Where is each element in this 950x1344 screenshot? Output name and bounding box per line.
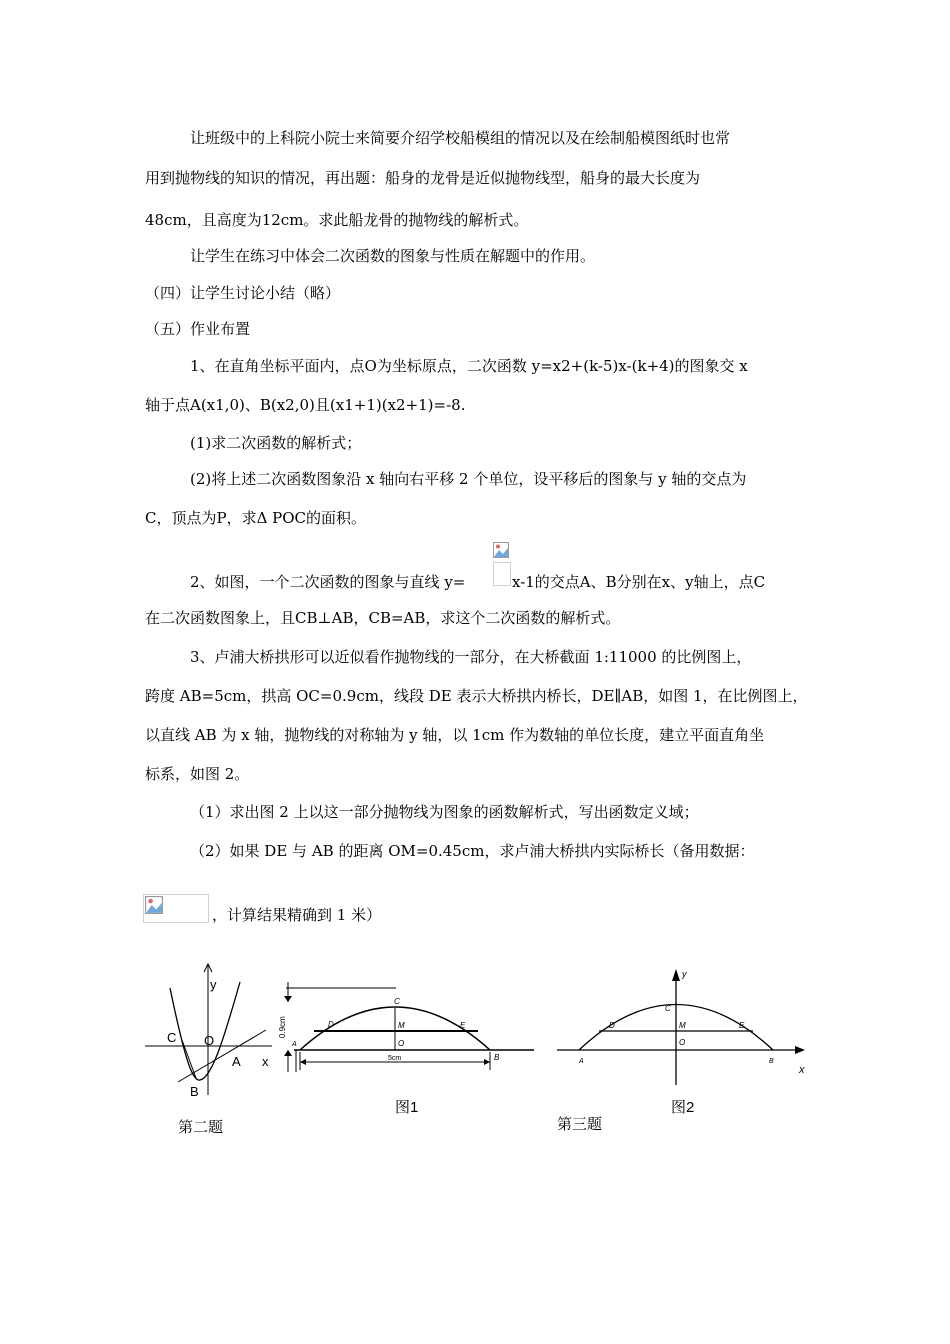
figure-bridge-2	[555, 965, 810, 1090]
paragraph-line: 以直线 AB 为 x 轴，抛物线的对称轴为 y 轴，以 1cm 作为数轴的单位长度，建立平面直角坐	[145, 726, 765, 744]
label-x: x	[799, 1064, 805, 1076]
paragraph-line: 48cm，且高度为12cm。求此船龙骨的抛物线的解析式。	[145, 211, 529, 229]
label-height: 0.9cm	[278, 1016, 287, 1038]
paragraph-line: (1)求二次函数的解析式；	[190, 434, 362, 452]
label-a: A	[232, 1054, 241, 1069]
label-d: D	[609, 1021, 615, 1030]
inline-image	[143, 894, 209, 923]
paragraph-line: (2)将上述二次函数图象沿 x 轴向右平移 2 个单位，设平移后的图象与 y 轴的交点为	[190, 470, 747, 488]
paragraph-line: 3、卢浦大桥拱形可以近似看作抛物线的一部分，在大桥截面 1:11000 的比例图上，	[190, 648, 752, 666]
label-e: E	[739, 1021, 745, 1030]
label-b: B	[494, 1053, 500, 1062]
label-o: O	[204, 1033, 215, 1048]
caption-figure2: 图2	[671, 1099, 695, 1116]
section-heading: （五）作业布置	[145, 320, 251, 338]
paragraph-line: ，计算结果精确到 1 米）	[212, 906, 382, 924]
label-e: E	[460, 1021, 466, 1030]
paragraph-line: 让学生在练习中体会二次函数的图象与性质在解题中的作用。	[190, 247, 596, 265]
paragraph-line: （1）求出图 2 上以这一部分抛物线为图象的函数解析式，写出函数定义域；	[190, 803, 699, 821]
caption-figure1: 图1	[395, 1099, 419, 1116]
label-c: C	[394, 997, 400, 1006]
label-a: A	[292, 1041, 297, 1048]
image-frame	[493, 562, 511, 586]
paragraph-line: C，顶点为P，求Δ POC的面积。	[145, 509, 367, 527]
label-o: O	[398, 1039, 405, 1048]
label-b: B	[769, 1058, 774, 1065]
broken-image-icon	[145, 896, 163, 914]
label-m: M	[679, 1021, 686, 1030]
label-y: y	[210, 977, 217, 992]
label-c: C	[665, 1004, 671, 1013]
caption-question3: 第三题	[557, 1116, 603, 1133]
label-b: B	[190, 1084, 199, 1099]
caption-question2: 第二题	[178, 1119, 224, 1136]
label-span: 5cm	[388, 1055, 402, 1062]
paragraph-line: 用到抛物线的知识的情况，再出题：船身的龙骨是近似抛物线型，船身的最大长度为	[145, 169, 701, 187]
paragraph-line: 让班级中的上科院小院士来简要介绍学校船模组的情况以及在绘制船模图纸时也常	[190, 129, 731, 147]
paragraph-line: 标系，如图 2。	[145, 765, 250, 783]
label-m: M	[398, 1021, 405, 1030]
broken-image-icon	[493, 542, 509, 558]
figure-bridge-1	[278, 980, 534, 1076]
label-y: y	[682, 969, 687, 979]
paragraph-line: 轴于点A(x1,0)、B(x2,0)且(x1+1)(x2+1)=-8.	[145, 396, 466, 414]
label-o: O	[679, 1038, 686, 1047]
label-x: x	[262, 1054, 269, 1069]
paragraph-line: 1、在直角坐标平面内，点O为坐标原点，二次函数 y=x2+(k-5)x-(k+4)的图象交 x	[190, 357, 748, 375]
paragraph-line: 2、如图，一个二次函数的图象与直线 y=	[190, 573, 466, 591]
label-c: C	[167, 1030, 177, 1045]
paragraph-line: x-1的交点A、B分别在x、y轴上，点C	[512, 573, 766, 591]
paragraph-line: 在二次函数图象上，且CB⊥AB，CB=AB，求这个二次函数的解析式。	[145, 609, 621, 627]
label-a: A	[579, 1058, 584, 1065]
figure-question2	[140, 960, 280, 1100]
paragraph-line: （2）如果 DE 与 AB 的距离 OM=0.45cm，求卢浦大桥拱内实际桥长（备用数据：	[190, 842, 755, 860]
section-heading: （四）让学生讨论小结（略）	[145, 284, 341, 302]
paragraph-line: 跨度 AB=5cm，拱高 OC=0.9cm，线段 DE 表示大桥拱内桥长，DE∥AB，如图 1，在比例图上，	[145, 687, 808, 705]
label-d: D	[328, 1020, 334, 1029]
